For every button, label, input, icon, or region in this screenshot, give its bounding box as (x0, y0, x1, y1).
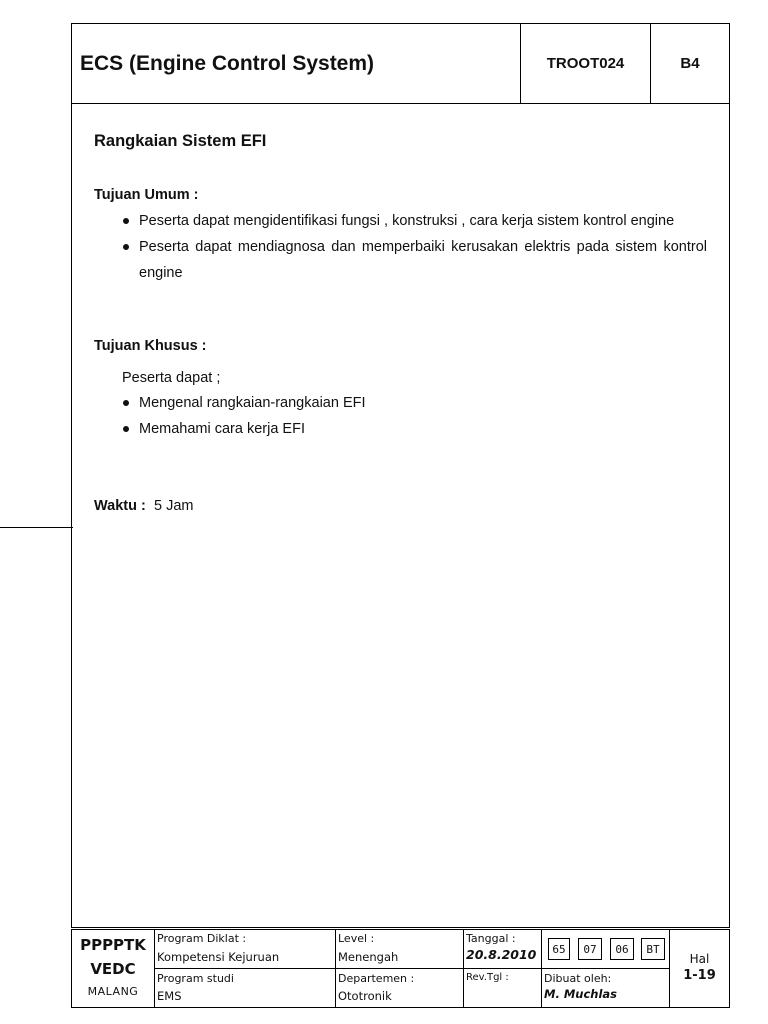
document-code: TROOT024 (521, 24, 651, 103)
program-studi-value: EMS (157, 989, 182, 1003)
document-header (72, 24, 729, 104)
hal-value: 1-19 (683, 968, 716, 983)
institution-name-line1: PPPPTK (80, 936, 146, 954)
hal-label: Hal (689, 952, 710, 966)
page-frame (71, 23, 730, 928)
document-footer (71, 929, 730, 1008)
tanggal-label: Tanggal : (466, 932, 516, 945)
section-title: Rangkaian Sistem EFI (94, 132, 267, 150)
code-box: 06 (610, 938, 634, 960)
program-diklat-label: Program Diklat : (157, 932, 247, 945)
tujuan-khusus-label: Tujuan Khusus : (94, 338, 207, 354)
institution-block (72, 930, 154, 1007)
document-revision: B4 (680, 55, 700, 72)
waktu-value: 5 Jam (154, 498, 194, 514)
tujuan-khusus-list (122, 390, 707, 442)
code-box: 65 (548, 938, 570, 960)
tanggal-value: 20.8.2010 (466, 947, 537, 962)
tujuan-umum-label: Tujuan Umum : (94, 187, 199, 203)
departemen-label: Departemen : (338, 972, 415, 985)
institution-city: MALANG (87, 985, 139, 998)
tujuan-umum-list (122, 208, 707, 286)
rev-tgl-label: Rev.Tgl : (466, 972, 509, 983)
tujuan-khusus-intro: Peserta dapat ; (122, 370, 221, 386)
document-title: ECS (Engine Control System) (72, 24, 521, 103)
dibuat-oleh-value: M. Muchlas (544, 987, 617, 1001)
list-item: Memahami cara kerja EFI (122, 416, 707, 442)
footer-row-divider (154, 968, 669, 969)
list-item: Mengenal rangkaian-rangkaian EFI (122, 390, 707, 416)
code-box: BT (641, 938, 665, 960)
code-box: 07 (578, 938, 602, 960)
list-item: Peserta dapat mendiagnosa dan memperbaiki kerusakan elektris pada sistem kontrol engine (122, 234, 707, 286)
departemen-value: Ototronik (338, 989, 392, 1003)
program-diklat-value: Kompetensi Kejuruan (157, 950, 280, 964)
level-value: Menengah (338, 950, 399, 964)
institution-name-line2: VEDC (90, 960, 136, 978)
list-item: Peserta dapat mengidentifikasi fungsi , konstruksi , cara kerja sistem kontrol engine (122, 208, 707, 234)
waktu-label: Waktu : (94, 498, 146, 514)
program-studi-label: Program studi (157, 972, 234, 985)
margin-rule (0, 527, 73, 528)
level-label: Level : (338, 932, 375, 945)
dibuat-oleh-label: Dibuat oleh: (544, 972, 612, 985)
